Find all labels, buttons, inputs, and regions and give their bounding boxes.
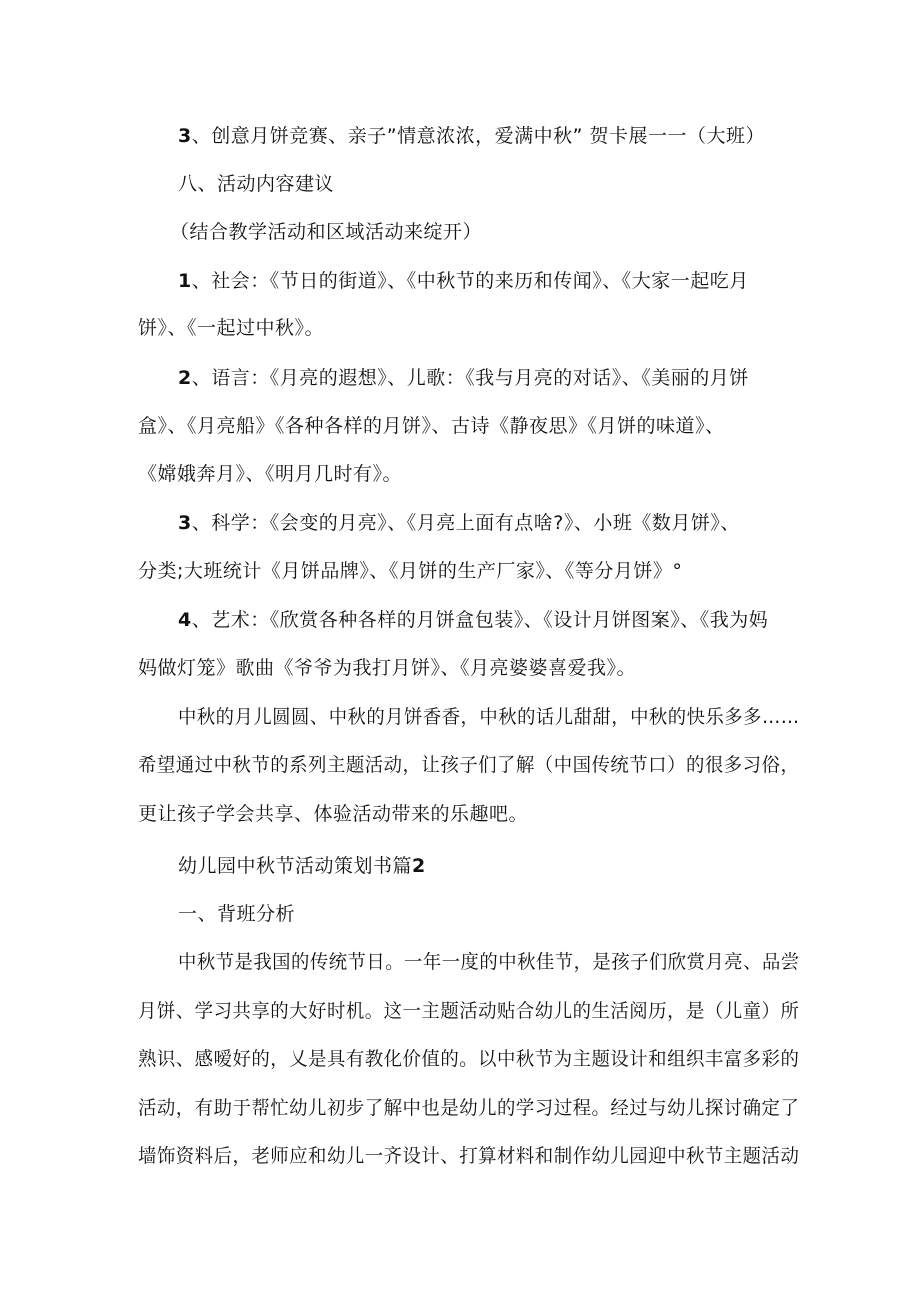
line-text: 中秋节是我国的传统节日。一年一度的中秋佳节，是孩子们欣赏月亮、品尝: [178, 951, 800, 973]
text-line: [138, 751, 799, 779]
section-heading: [178, 900, 295, 928]
text-line: [178, 606, 768, 634]
item-number: 2: [178, 367, 192, 389]
line-text: 、社会：《节日的街道》、《中秋节的来历和传闻》、《大家一起吃月: [191, 270, 749, 292]
text-line: [178, 364, 749, 392]
line-text: 希望通过中秋节的系列主题活动，让孩子们了解（中国传统节口）的很多习俗，: [138, 754, 800, 776]
line-text: 熟识、感嗳好的，乂是具有教化价值的。以中秋节为主题设计和组织丰富多彩的: [138, 1048, 800, 1070]
item-number: 1: [178, 270, 192, 292]
line-text: 饼》、《一起过中秋》。: [138, 317, 325, 339]
text-line: [178, 122, 765, 150]
text-line: [138, 557, 682, 585]
line-text: 《嫦娥奔月》、《明月几时有》。: [138, 463, 403, 485]
text-line: [170, 218, 482, 246]
text-line: [178, 267, 749, 295]
text-line: [138, 1045, 799, 1073]
line-text: 、创意月饼竞赛、亲子”情意浓浓，爱满中秋” 贺卡展一一（大班）: [191, 125, 765, 147]
line-text: 幼儿园中秋节活动策划书篇: [178, 855, 413, 877]
line-text: 妈做灯笼》歌曲《爷爷为我打月饼》、《月亮婆婆喜爱我》。: [138, 657, 637, 679]
section-heading: [178, 170, 334, 198]
article-title: [178, 852, 426, 880]
line-text: 分类;大班统计《月饼品牌》、《月饼的生产厂家》、《等分月饼》°: [138, 560, 683, 582]
line-text: 活动，有助于帮忙幼儿初步了解中也是幼儿的学习过程。经过与幼儿探讨确定了: [138, 1097, 800, 1119]
text-line: [138, 997, 799, 1025]
text-line: [138, 1094, 799, 1122]
item-number: 3: [178, 125, 192, 147]
text-line: [138, 314, 324, 342]
text-line: [138, 412, 725, 440]
item-number: 3: [178, 512, 192, 534]
text-line: [138, 654, 636, 682]
line-text: 墙饰资料后，老师应和幼儿一齐设计、打算材料和制作幼儿园迎中秋节主题活动: [138, 1145, 800, 1167]
line-text: 、艺术：《欣赏各种各样的月饼盒包装》、《设计月饼图案》、《我为妈: [191, 609, 769, 631]
line-text: （结合教学活动和区域活动来绽开）: [170, 221, 483, 243]
line-text: 、科学：《会变的月亮》、《月亮上面有点啥?》、小班《数月饼》、: [191, 512, 740, 534]
item-number: 4: [178, 609, 192, 631]
line-text: 一、背班分析: [178, 903, 296, 925]
line-text: 中秋的月儿圆圆、中秋的月饼香香，中秋的话儿甜甜，中秋的快乐多多……: [178, 706, 800, 728]
title-number: 2: [412, 855, 426, 877]
line-text: 盒》、《月亮船》《各种各样的月饼》、古诗《静夜思》《月饼的味道》、: [138, 415, 725, 437]
line-text: 八、活动内容建议: [178, 173, 335, 195]
line-text: 、语言：《月亮的遐想》、儿歌：《我与月亮的对话》、《美丽的月饼: [191, 367, 749, 389]
text-line: [178, 703, 800, 731]
text-line: [178, 948, 800, 976]
text-line: [138, 1142, 799, 1170]
line-text: 更让孩子学会共享、体验活动带来的乐趣吧。: [138, 803, 529, 825]
text-line: [138, 460, 402, 488]
text-line: [178, 509, 740, 537]
line-text: 月饼、学习共享的大好时机。这一主题活动贴合幼儿的生活阅历，是（儿童）所: [138, 1000, 800, 1022]
text-line: [138, 800, 528, 828]
